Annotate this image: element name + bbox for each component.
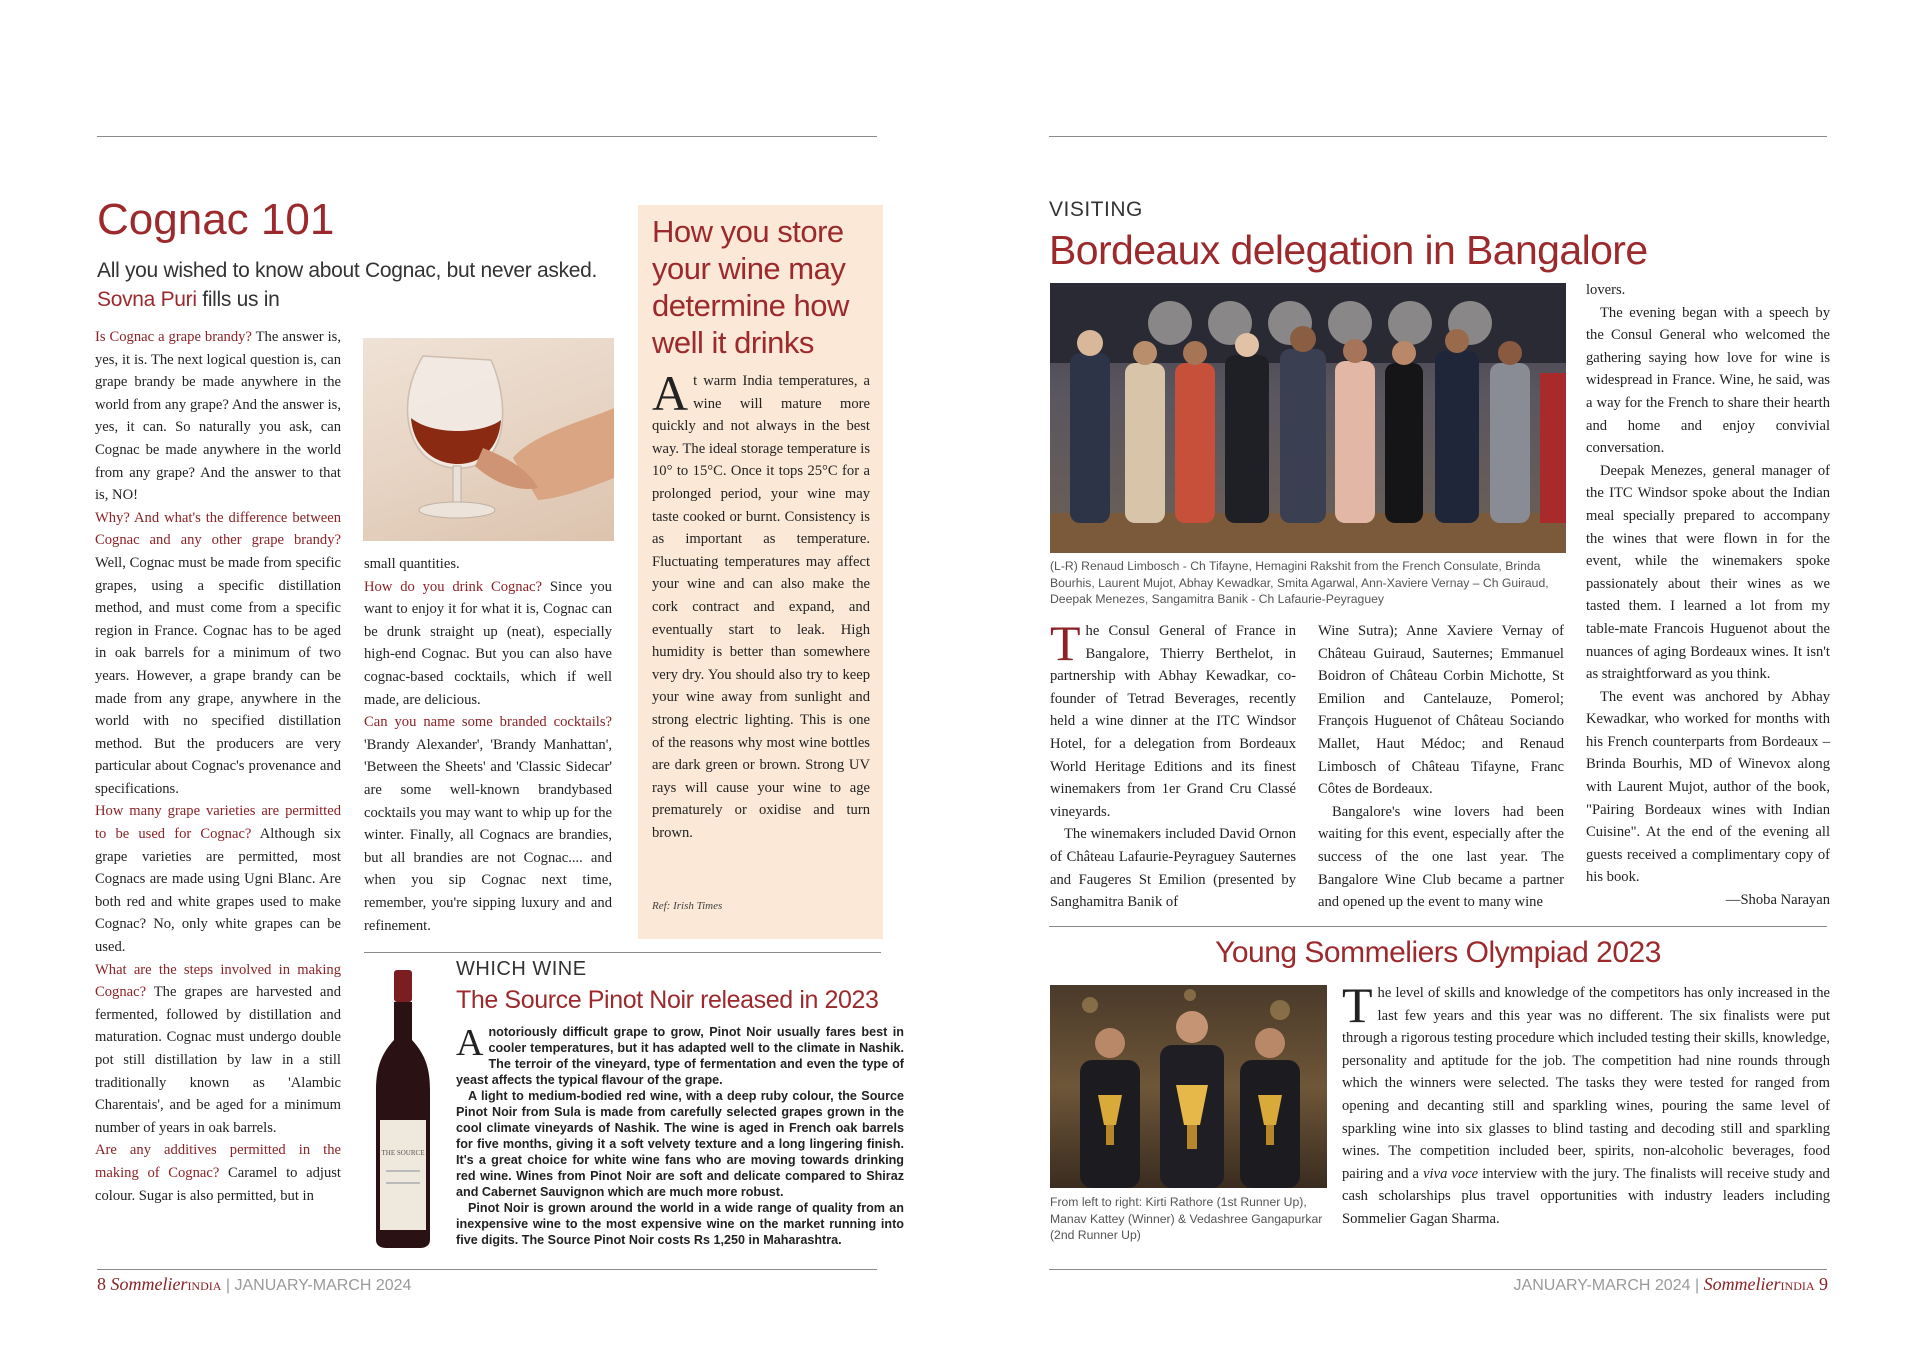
olympiad-dropcap: T [1342,977,1373,1033]
issue-date: JANUARY-MARCH 2024 [234,1277,412,1294]
bordeaux-title: Bordeaux delegation in Bangalore [1049,227,1648,273]
cognac-column-1 [95,326,341,1207]
bordeaux-dropcap: T [1050,615,1081,671]
which-wine-title: The Source Pinot Noir released in 2023 [456,986,879,1014]
bordeaux-column-3: lovers. The evening began with a speech by the Consul General who welcomed the gathering saying how love for wine is widespread in France. Wine, he said, was a way for the French to share their hearth and home and enjoy convivial conversation. Deepak Menezes, general manager of the ITC Windsor spoke about the Indian meal specially prepared to accompany the wines that were flown in for the event, while the winemakers spoke passionately about their wines as we tasted them. I learned a lot from my table-mate Francois Huguenot about the nuances of aging Bordeaux wines. It isn't as straightforward as you think. The event was anchored by Abhay Kewadkar, who worked for months with his French counterparts from Bordeaux – Brinda Bourhis, MD of Winevox along with Laurent Mujot, author of the book, "Pairing Bordeaux wines with Indian Cuisine". At the end of the evening all guests received a complimentary copy of his book. —Shoba Narayan [1586,279,1830,912]
which-wine-kicker: WHICH WINE [456,958,587,980]
qa-answer: Caramel to adjust colour. Sugar is also permitted, but in [95,1164,341,1204]
page-number: 9 [1819,1274,1828,1294]
bordeaux-column-1: The Consul General of France in Bangalore, Thierry Berthelot, in partnership with Abhay Kewadkar, co-founder of Tetrad Beverages, recently held a wine dinner at the ITC Windsor Hotel, for a delegation from Bordeaux World Heritage Editions and its finest winemakers from 1er Grand Cru Classé vineyards. The winemakers included David Ornon of Château Lafaurie-Peyraguey Sauternes and Faugeres St Emilion (presented by Sanghamitra Banik of [1050,615,1296,911]
cognac-title: Cognac 101 [97,195,335,244]
qa-answer: The grapes are harvested and fermented, followed by distillation and maturation. Cognac must undergo double pot still distillation by law in a still traditionally known as 'Alambic Charentais', and be aged for a minimum number of years in oak barrels. [95,984,341,1136]
sidebar-title: How you store your wine may determine how well it drinks [652,214,849,360]
wine-storage-sidebar [638,205,883,939]
which-wine-body: Anotoriously difficult grape to grow, Pinot Noir usually fares best in cooler temperatures, but it has adapted well to the climate in Nashik. The terroir of the vineyard, type of fermentation and even the type of yeast affects the typical flavour of the grape. A light to medium-bodied red wine, with a deep ruby colour, the Source Pinot Noir from Sula is made from carefully selected grapes grown in the cool climate vineyards of Nashik. The wine is aged in French oak barrels for five months, giving it a soft velvety texture and a long lingering finish. It's a great choice for white wine fans who are moving towards drinking red wine. Wines from Pinot Noir are soft and delicate compared to Shiraz and Cabernet Sauvignon which are much more robust. Pinot Noir is grown around the world in a wide range of quality from an inexpensive wine to the most expensive wine on the market running into five digits. The Source Pinot Noir costs Rs 1,250 in Maharashtra. [456,1022,904,1247]
left-folio: 8 SommelierINDIA | JANUARY-MARCH 2024 [97,1274,412,1294]
qa-question: How do you drink Cognac? [364,578,543,595]
olympiad-photo-caption: From left to right: Kirti Rathore (1st Runner Up), Manav Kattey (Winner) & Vedashree Gangapurkar (2nd Runner Up) [1050,1195,1323,1242]
olympiad-rule [1049,926,1827,927]
byline: —Shoba Narayan [1725,892,1830,909]
sidebar-body: At warm India temperatures, a wine will mature more quickly and not always in the best way. The ideal storage temperature is 10° to 15°C. Once it tops 25°C for a prolonged period, your wine may taste cooked or burnt. Consistency is as important as temperature. Fluctuating temperatures may affect your wine and can also make the cork contract and expand, and eventually start to leak. High humidity is better than somewhere very dry. You should also try to keep your wine away from sunlight and strong electric lighting. This is one of the reasons why most wine bottles are dark green or brown. Strong UV rays will cause your wine to age prematurely or oxidise and turn brown. [652,365,870,841]
olympiad-winners-photo [1050,985,1327,1188]
cognac-standfirst [97,256,617,314]
left-bottom-rule [97,1269,877,1270]
cognac-column-2 [364,553,612,937]
qa-question: Are any additives permitted in the making of Cognac? [95,1142,341,1181]
qa-answer: Since you want to enjoy it for what it is, Cognac can be drunk straight up (neat), especially high-end Cognac. But you can also have cognac-based cocktails, which if well made, are delicious. [364,578,612,708]
qa-answer: Although six grape varieties are permitted, most Cognacs are made using Ugni Blanc. Are both red and white grapes used to make Cognac? No, only white grapes can be used. [95,826,342,956]
author-name: Sovna Puri [97,288,197,311]
right-bottom-rule [1049,1269,1827,1270]
cognac-glass-photo [363,338,614,541]
olympiad-body: The level of skills and knowledge of the competitors has only increased in the last few years and this year was no different. The six finalists were put through a rigorous testing procedure which included testing their skills, knowledge, personality and aptitude for the job. The competition had nine rounds through which the winners were selected. The tasks they were tested for ranged from opening and decanting still and sparkling wines, pouring the same level of sparkling wine into six glasses to blind tasting and decoding still and sparkling wines. The competition included beer, spirits, non-alcoholic beverages, food pairing and a viva voce interview with the jury. The finalists will receive study and cash scholarships plus travel opportunities with industry leaders including Sommelier Gagan Sharma. [1342,977,1830,1227]
qa-question: How many grape varieties are permitted to be used for Cognac? [95,803,341,843]
qa-question: What are the steps involved in making Cognac? [95,961,341,1001]
qa-question: Is Cognac a grape brandy? [95,329,252,345]
right-top-rule [1049,136,1827,137]
standfirst-prefix: All you wished to know about Cognac, but never asked. [97,259,598,282]
sidebar-dropcap: A [652,365,689,421]
which-wine-dropcap: A [456,1022,484,1064]
which-wine-rule [364,952,881,953]
qa-answer: Well, Cognac must be made from specific grapes, using a specific distillation method, and must come from a specific region in France. Cognac has to be aged in oak barrels for a minimum of two years. However, a grape brandy can be made from any grape, anywhere in the world with no specified distillation method. But the producers are very particular about Cognac's provenance and specifications. [95,554,341,797]
sidebar-reference: Ref: Irish Times [652,900,723,912]
bordeaux-column-2: Wine Sutra); Anne Xaviere Vernay of Château Guiraud, Sauternes; Emmanuel Boidron of Château Corbin Michotte, St Emilion and Cantelauze, Pomerol; François Huguenot of Château Sociando Mallet, Haut Médoc; and Renaud Limbosch of Château Tifayne, Franc Côtes de Bordeaux. Bangalore's wine lovers had been waiting for this event, especially after the success of the one last year. The Bangalore Wine Club became a partner and opened up the event to many wine [1318,623,1564,911]
col2-lead: small quantities. [364,556,460,572]
visiting-kicker: VISITING [1049,198,1143,221]
brand-name: Sommelier [110,1274,188,1294]
bordeaux-photo-caption: (L-R) Renaud Limbosch - Ch Tifayne, Hemagini Rakshit from the French Consulate, Brinda Bourhis, Laurent Mujot, Abhay Kewadkar, Smita Agarwal, Ann-Xaviere Vernay – Ch Guiraud, Deepak Menezes, Sangamitra Banik - Ch Lafaurie-Peyraguey [1050,559,1549,606]
brand-name: Sommelier [1703,1274,1781,1294]
qa-answer: The answer is, yes, it is. The next logical question is, can grape brandy be made anywhere in the world from any grape? And the answer is, yes, it can. So naturally you ask, can Cognac be made anywhere in the world from any grape? And the answer to that is, NO! [95,329,341,504]
wine-bottle-photo [368,970,438,1248]
left-top-rule [97,136,877,137]
qa-answer: 'Brandy Alexander', 'Brandy Manhattan', 'Between the Sheets' and 'Classic Sidecar' are some well-known brandybased cocktails you may want to whip up for the winter. Finally, all Cognacs are brandies, but all brandies are not Cognac.... and when you sip Cognac next time, remember, you're sipping luxury and and refinement. [364,736,612,934]
bottle-label-text: THE SOURCE [381,1149,425,1157]
standfirst-suffix: fills us in [202,288,280,311]
olympiad-title: Young Sommeliers Olympiad 2023 [1215,936,1661,969]
bordeaux-delegation-photo [1050,283,1566,553]
page-number: 8 [97,1274,106,1294]
issue-date: JANUARY-MARCH 2024 [1513,1277,1691,1294]
qa-question: Why? And what's the difference between Cognac and any other grape brandy? [95,509,341,549]
right-folio: JANUARY-MARCH 2024 | SommelierINDIA 9 [1513,1274,1828,1294]
qa-question: Can you name some branded cocktails? [364,714,612,731]
